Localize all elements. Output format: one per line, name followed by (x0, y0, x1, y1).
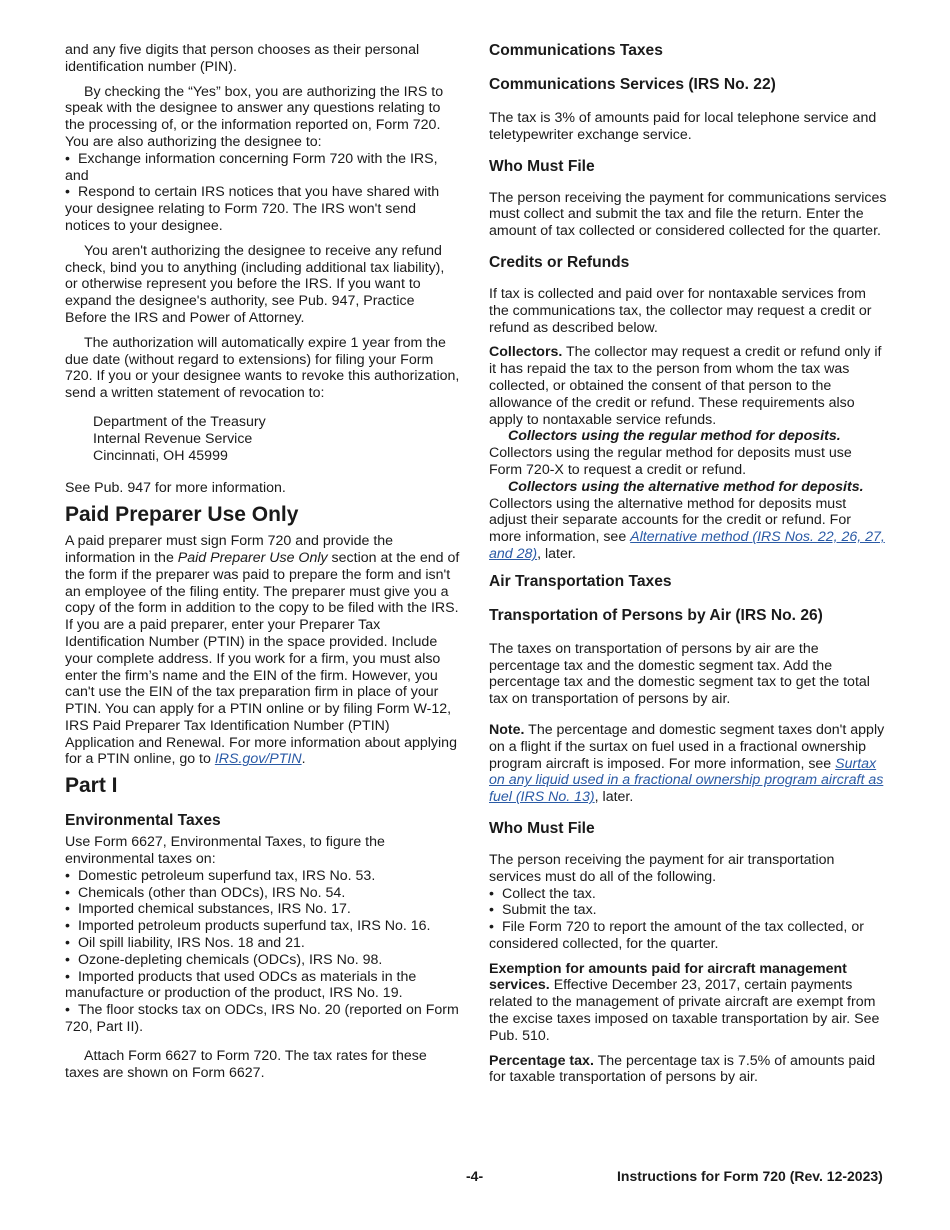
surtax-link[interactable]: Surtax on any liquid used in a fractional ownership program aircraft as fuel (IRS No. 13) (489, 755, 884, 806)
who-must-file-comm-paragraph: The person receiving the payment for communications services must collect and submit the tax and file the return. Enter the amount of tax collected or considered collected for the quarter. (489, 189, 887, 240)
paid-preparer-text-b: section at the end of the form if the preparer was paid to prepare the form and isn't an employee of the filing entity. The preparer must give you a copy of the form in addition to the copy to be filed with the IRS. If you are a paid preparer, enter your Preparer Tax Identification Number (PTIN) in the space provided. Include your complete address. If you work for a firm, you must also enter the firm’s name and the EIN of the firm. However, you can't use the EIN of the tax preparation firm in place of your PTIN. You can apply for a PTIN online or by filing Form W-12, IRS Paid Preparer Tax Identification Number (PTIN) Application and Renewal. For more information about applying for a PTIN online, go to (65, 549, 460, 768)
heading-communications-services: Communications Services (IRS No. 22) (489, 76, 776, 93)
regular-method-label: Collectors using the regular method for deposits. (508, 428, 841, 445)
designee-yes-paragraph: By checking the “Yes” box, you are authorizing the IRS to speak with the designee to answer any questions relating to the processing of, or the information reported on, Form 720. You are also authorizing the designee to: (65, 83, 444, 150)
designee-bullet-respond: • Respond to certain IRS notices that you have shared with your designee relating to Form 720. The IRS won't send notices to your designee. (65, 184, 460, 234)
list-item: • Chemicals (other than ODCs), IRS No. 54. (65, 885, 460, 902)
list-item: • The floor stocks tax on ODCs, IRS No. 20 (reported on Form 720, Part II). (65, 1002, 460, 1036)
designee-bullet-exchange: • Exchange information concerning Form 720 with the IRS, and (65, 151, 460, 185)
environmental-list (65, 868, 460, 1036)
right-column (489, 42, 887, 1086)
note-text: The percentage and domestic segment taxes don't apply on a flight if the surtax on fuel used in a fractional ownership program aircraft is imposed. For more information, see (489, 721, 885, 772)
list-item: • Imported products that used ODCs as materials in the manufacture or production of the product, IRS No. 19. (65, 969, 460, 1003)
alternative-method-paragraph (489, 479, 887, 563)
list-item: • Oil spill liability, IRS Nos. 18 and 21. (65, 935, 460, 952)
who-must-file-air-paragraph: The person receiving the payment for air transportation services must do all of the following. (489, 851, 835, 885)
revocation-address (65, 414, 460, 464)
left-column (65, 42, 460, 1081)
list-item: • File Form 720 to report the amount of the tax collected, or considered collected, for the quarter. (489, 919, 887, 953)
air-taxes-paragraph: The taxes on transportation of persons by air are the percentage tax and the domestic segment tax. Add the percentage tax and the domestic segment tax to get the total tax on transportation of persons by air. (489, 640, 870, 708)
heading-who-must-file-air: Who Must File (489, 819, 595, 837)
list-item: • Imported petroleum products superfund tax, IRS No. 16. (65, 918, 460, 935)
regular-method-text: Collectors using the regular method for deposits must use Form 720-X to request a credit or refund. (489, 445, 852, 478)
heading-air-transportation-taxes: Air Transportation Taxes (489, 572, 672, 590)
communications-rate-paragraph: The tax is 3% of amounts paid for local telephone service and teletypewriter exchange service. (489, 110, 877, 143)
collectors-paragraph (489, 344, 887, 428)
list-item: • Submit the tax. (489, 902, 887, 919)
heading-credits-refunds: Credits or Refunds (489, 253, 630, 271)
percentage-tax-text: The percentage tax is 7.5% of amounts paid for taxable transportation of persons by air. (489, 1052, 876, 1086)
percentage-tax-label: Percentage tax. (489, 1052, 594, 1069)
heading-transportation-persons-air: Transportation of Persons by Air (IRS No. 26) (489, 606, 823, 624)
exemption-text: Effective December 23, 2017, certain payments related to the management of private aircraft are exempt from the excise taxes imposed on taxable transportation by air. See Pub. 510. (489, 977, 880, 1044)
alternative-method-label: Collectors using the alternative method for deposits. (508, 478, 864, 495)
exemption-paragraph (489, 961, 887, 1045)
paid-preparer-text-a: A paid preparer must sign Form 720 and provide the information in the (65, 533, 394, 566)
percentage-tax-paragraph (489, 1053, 887, 1087)
paid-preparer-text-end: . (301, 751, 306, 768)
ptin-link[interactable]: IRS.gov/PTIN (214, 751, 302, 768)
designee-pin-text: and any five digits that person chooses as their personal identification number (PIN). (65, 42, 420, 75)
note-label: Note. (489, 721, 525, 738)
paid-preparer-section-name: Paid Preparer Use Only (177, 549, 328, 566)
collectors-label: Collectors. (489, 344, 563, 361)
authorization-expire-paragraph: The authorization will automatically expire 1 year from the due date (without regard to extensions) for filing your Form 720. If you or your designee wants to revoke this authorization, send a written statement of revocation to: (65, 334, 460, 402)
collectors-text: The collector may request a credit or refund only if it has repaid the tax to the person from whom the tax was collected, or obtained the consent of that person to the allowance of the credit or refund. These requirements also apply to nontaxable service refunds. (489, 344, 882, 428)
alternative-method-end: , later. (537, 545, 576, 562)
address-line-1: Department of the Treasury (93, 413, 266, 430)
address-line-3: Cincinnati, OH 45999 (93, 447, 228, 464)
page-number: -4- (466, 1168, 484, 1184)
credits-refunds-paragraph: If tax is collected and paid over for nontaxable services from the communications tax, the collector may request a credit or refund as described below. (489, 285, 872, 336)
see-pub-947: See Pub. 947 for more information. (65, 480, 286, 497)
heading-part-i: Part I (65, 774, 118, 798)
paid-preparer-paragraph (65, 533, 460, 768)
heading-paid-preparer: Paid Preparer Use Only (65, 503, 299, 527)
address-line-2: Internal Revenue Service (93, 430, 253, 447)
alternative-method-text: Collectors using the alternative method for deposits must adjust their separate accounts for the credit or refund. For more information, see (489, 495, 851, 546)
note-paragraph (489, 722, 887, 806)
list-item: • Ozone-depleting chemicals (ODCs), IRS No. 98. (65, 952, 460, 969)
environmental-attach: Attach Form 6627 to Form 720. The tax rates for these taxes are shown on Form 6627. (65, 1047, 427, 1081)
list-item: • Domestic petroleum superfund tax, IRS No. 53. (65, 868, 460, 885)
alternative-method-link[interactable]: Alternative method (IRS Nos. 22, 26, 27, and 28) (489, 529, 885, 562)
exemption-label: Exemption for amounts paid for aircraft management services. (489, 960, 847, 994)
air-duties-list (489, 886, 887, 953)
regular-method-paragraph (489, 428, 887, 478)
list-item: • Imported chemical substances, IRS No. 17. (65, 901, 460, 918)
note-end: , later. (594, 789, 634, 806)
environmental-intro: Use Form 6627, Environmental Taxes, to figure the environmental taxes on: (65, 834, 385, 868)
list-item: • Collect the tax. (489, 886, 887, 903)
designee-not-authorized-paragraph: You aren't authorizing the designee to receive any refund check, bind you to anything (including additional tax liability), or otherwise represent you before the IRS. If you want to expand the designee's authority, see Pub. 947, Practice Before the IRS and Power of Attorney. (65, 242, 445, 326)
heading-who-must-file-comm: Who Must File (489, 157, 595, 175)
heading-environmental-taxes: Environmental Taxes (65, 812, 221, 830)
footer-document-title: Instructions for Form 720 (Rev. 12-2023) (617, 1168, 883, 1184)
heading-communications-taxes: Communications Taxes (489, 42, 663, 59)
